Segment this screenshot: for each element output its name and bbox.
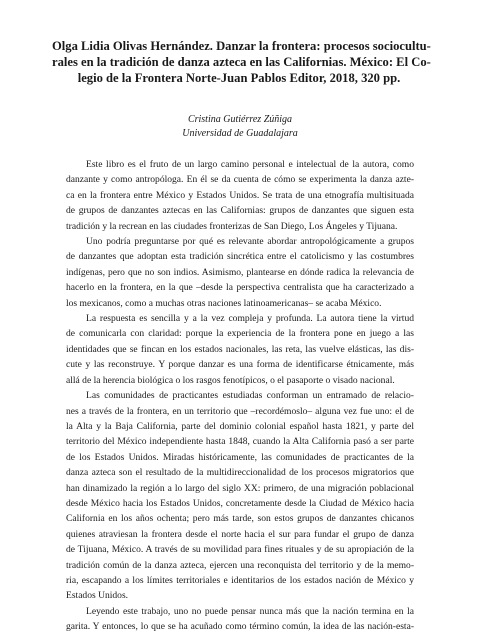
text-line: cute y las reconstruye. Y porque danzar es una forma de identificarse étnicamente, más bbox=[66, 359, 414, 371]
text-line: identidades que se fincan en los estados nacionales, las reta, las vuelve elásticas, las dis- bbox=[66, 343, 414, 355]
reviewer-name: Cristina Gutiérrez Zúñiga bbox=[187, 114, 293, 125]
text-line: California en los años ochenta; pero más tarde, son estos grupos de danzantes chicanos bbox=[66, 513, 414, 525]
text-line: Leyendo este trabajo, uno no puede pensar nunca más que la nación termina en la bbox=[86, 605, 414, 617]
paragraph bbox=[66, 604, 414, 635]
review-title bbox=[52, 38, 431, 86]
text-line: tradición y la recrean en las ciudades fronterizas de San Diego, Los Ángeles y Tijuana. bbox=[66, 220, 398, 232]
title-line: legio de la Frontera Norte-Juan Pablos Editor, 2018, 320 pp. bbox=[77, 71, 401, 85]
title-line: rales en la tradición de danza azteca en las Californias. México: El Co- bbox=[52, 55, 431, 69]
text-line: La respuesta es sencilla y a la vez compleja y profunda. La autora tiene la virtud bbox=[86, 313, 414, 325]
text-line: ca en la frontera entre México y Estados Unidos. Se trata de una etnografía multisituada bbox=[66, 189, 414, 201]
text-line: tradición común de la danza azteca, ejercen una reconquista del territorio y de la memo- bbox=[66, 559, 414, 571]
text-line: quienes atraviesan la frontera desde el norte hacia el sur para fundar el grupo de danza bbox=[66, 528, 414, 540]
text-line: hacerlo en la frontera, en la que –desde la perspectiva centralista que ha caracterizado a bbox=[66, 282, 414, 294]
text-line: de los Estados Unidos. Miradas históricamente, las comunidades de practicantes de la bbox=[66, 451, 414, 463]
text-line: la Alta y la Baja California, parte del dominio colonial español hasta 1821, y parte del bbox=[66, 420, 414, 432]
text-line: los mexicanos, como a muchas otras naciones latinoamericanas– se acaba México. bbox=[66, 297, 382, 309]
text-line: Las comunidades de practicantes estudiadas conforman un entramado de relacio- bbox=[86, 390, 414, 402]
text-line: indígenas, pero que no son indios. Asimismo, plantearse en dónde radica la relevancia de bbox=[66, 266, 414, 278]
text-line: Uno podría preguntarse por qué es relevante abordar antropológicamente a grupos bbox=[86, 236, 414, 248]
reviewer-block bbox=[0, 113, 480, 141]
paragraph bbox=[66, 234, 414, 311]
text-line: de grupos de danzantes aztecas en las Californias: grupos de danzantes que siguen esta bbox=[66, 205, 414, 217]
review-body bbox=[66, 157, 414, 635]
text-line: danzante y como antropóloga. En él se da cuenta de cómo se experimenta la danza azte- bbox=[66, 174, 414, 186]
text-line: allá de la herencia biológica o los rasgos fenotípicos, o el pasaporte o visado nacional. bbox=[66, 374, 395, 386]
text-line: nes a través de la frontera, en un territorio que –recordémoslo– alguna vez fue uno: el de bbox=[66, 405, 414, 417]
text-line: Este libro es el fruto de un largo camino personal e intelectual de la autora, como bbox=[86, 159, 414, 170]
text-line: desde México hacia los Estados Unidos, concretamente desde la Ciudad de México hacia bbox=[66, 497, 414, 509]
text-line: de comunicarla con claridad: porque la experiencia de la frontera pone en juego a las bbox=[66, 328, 414, 340]
text-line: ria, escapando a los límites territoriales e identitarios de los estados nación de México y bbox=[66, 574, 414, 586]
paragraph bbox=[66, 311, 414, 388]
title-line: Olga Lidia Olivas Hernández. Danzar la frontera: procesos sociocultu- bbox=[52, 39, 431, 53]
text-line: danza azteca son el resultado de la multidireccionalidad de los procesos migratorios que bbox=[66, 467, 414, 479]
text-line: de danzantes que adoptan esta tradición sincrética entre el catolicismo y las costumbres bbox=[66, 251, 414, 263]
text-line: han dinamizado la región a lo largo del siglo XX: primero, de una migración poblacional bbox=[66, 482, 414, 494]
text-line: Estados Unidos. bbox=[66, 590, 129, 602]
text-line: garita. Y entonces, lo que se ha acuñado como término común, la idea de las nación-esta- bbox=[66, 621, 414, 633]
reviewer-affiliation: Universidad de Guadalajara bbox=[182, 128, 298, 139]
text-line: de Tijuana, México. A través de su movilidad para fines rituales y de su apropiación de la bbox=[66, 544, 414, 556]
text-line: territorio del México independiente hasta 1848, cuando la Alta California pasó a ser parte bbox=[66, 436, 414, 448]
paragraph bbox=[66, 388, 414, 604]
paragraph bbox=[66, 157, 414, 234]
